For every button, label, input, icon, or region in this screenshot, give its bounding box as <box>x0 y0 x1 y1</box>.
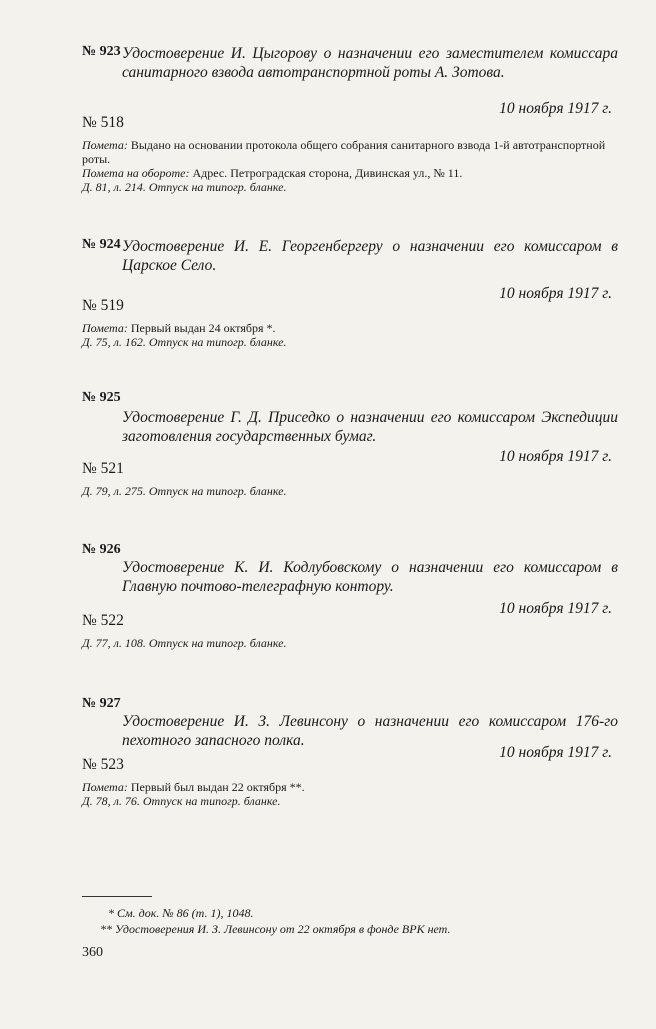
document-date: 10 ноября 1917 г. <box>499 285 612 302</box>
archival-notes <box>82 636 622 650</box>
document-number: № 923 <box>82 44 121 59</box>
note-line: Помета: Первый был выдан 22 октября **. <box>82 780 305 794</box>
document-number: № 924 <box>82 237 121 252</box>
footnote: * См. док. № 86 (т. 1), 1048. <box>108 906 254 920</box>
outgoing-number: № 521 <box>82 460 124 477</box>
note-line: Д. 77, л. 108. Отпуск на типогр. бланке. <box>82 636 287 650</box>
document-number: № 926 <box>82 542 121 557</box>
archival-notes <box>82 138 622 194</box>
document-title: Удостоверение К. И. Кодлубовскому о назначении его комиссаром в Главную почтово-телеграфную контору. <box>122 559 618 595</box>
archival-notes <box>82 484 622 498</box>
note-line: Д. 75, л. 162. Отпуск на типогр. бланке. <box>82 335 287 349</box>
document-title: Удостоверение И. Цыгорову о назначении его заместителем комиссара санитарного взвода автотранспортной роты А. Зотова. <box>122 45 618 81</box>
note-line: Д. 81, л. 214. Отпуск на типогр. бланке. <box>82 180 287 194</box>
outgoing-number: № 523 <box>82 756 124 773</box>
page-number: 360 <box>82 945 103 960</box>
footnote: ** Удостоверения И. З. Левинсону от 22 октября в фонде ВРК нет. <box>100 922 451 936</box>
document-date: 10 ноября 1917 г. <box>499 744 612 761</box>
archival-notes <box>82 780 622 808</box>
note-line: Помета: Первый выдан 24 октября *. <box>82 321 276 335</box>
document-title: Удостоверение И. З. Левинсону о назначении его комиссаром 176-го пехотного запасного полка. <box>122 713 618 749</box>
footnote-divider <box>82 896 152 897</box>
document-date: 10 ноября 1917 г. <box>499 600 612 617</box>
note-line: Помета на обороте: Адрес. Петроградская сторона, Дивинская ул., № 11. <box>82 166 463 180</box>
document-number: № 927 <box>82 696 121 711</box>
outgoing-number: № 519 <box>82 297 124 314</box>
document-date: 10 ноября 1917 г. <box>499 448 612 465</box>
outgoing-number: № 522 <box>82 612 124 629</box>
document-title: Удостоверение И. Е. Георгенбергеру о назначении его комиссаром в Царское Село. <box>122 238 618 274</box>
document-date: 10 ноября 1917 г. <box>499 100 612 117</box>
note-line: Д. 78, л. 76. Отпуск на типогр. бланке. <box>82 794 281 808</box>
document-title: Удостоверение Г. Д. Приседко о назначении его комиссаром Экспедиции заготовления государственных бумаг. <box>122 409 618 445</box>
outgoing-number: № 518 <box>82 114 124 131</box>
document-number: № 925 <box>82 390 121 405</box>
note-line: Помета: Выдано на основании протокола общего собрания санитарного взвода 1-й автотранспортной роты. <box>82 138 606 166</box>
archival-notes <box>82 321 622 349</box>
note-line: Д. 79, л. 275. Отпуск на типогр. бланке. <box>82 484 287 498</box>
